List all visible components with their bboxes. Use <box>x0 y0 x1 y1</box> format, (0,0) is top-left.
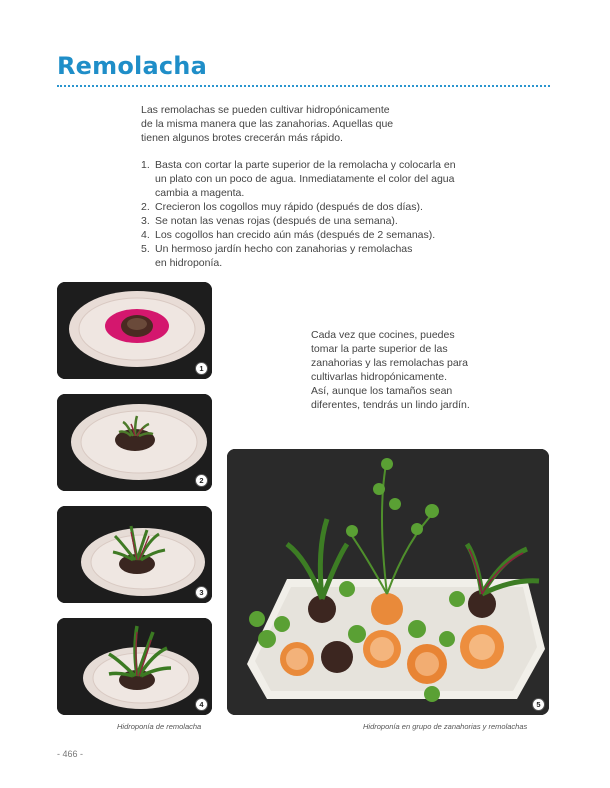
intro-line: Las remolachas se pueden cultivar hidropónicamente <box>141 104 390 116</box>
beet-plate-image <box>57 618 212 715</box>
page-title: Remolacha <box>57 52 207 80</box>
photo-number-badge: 4 <box>195 698 208 711</box>
step-line: Los cogollos han crecido aún más (después de 2 semanas). <box>155 229 436 241</box>
side-line: Así, aunque los tamaños sean <box>311 385 453 397</box>
beet-photo-1 <box>57 282 212 379</box>
page-number: - 466 - <box>57 749 84 759</box>
step-number: 4. <box>141 229 150 241</box>
beet-photo-3 <box>57 506 212 603</box>
side-line: diferentes, tendrás un lindo jardín. <box>311 399 470 411</box>
step-line: en hidroponía. <box>155 257 223 269</box>
side-line: cultivarlas hidropónicamente. <box>311 371 447 383</box>
step-number: 5. <box>141 243 150 255</box>
step-item <box>141 242 471 270</box>
step-line: un plato con un poco de agua. Inmediatamente el color del agua <box>155 173 455 185</box>
caption-left: Hidroponía de remolacha <box>117 722 202 731</box>
step-number: 2. <box>141 201 150 213</box>
beet-plate-image <box>57 394 212 491</box>
photo-number-badge: 5 <box>532 698 545 711</box>
step-line: Un hermoso jardín hecho con zanahorias y remolachas <box>155 243 413 255</box>
photo-number-badge: 3 <box>195 586 208 599</box>
step-number: 3. <box>141 215 150 227</box>
step-item <box>141 228 471 242</box>
intro-line: tienen algunos brotes crecerán más rápido. <box>141 132 343 144</box>
side-paragraph <box>311 328 491 412</box>
step-line: Basta con cortar la parte superior de la remolacha y colocarla en <box>155 159 456 171</box>
step-item <box>141 200 471 214</box>
step-item <box>141 214 471 228</box>
step-line: Crecieron los cogollos muy rápido (después de dos días). <box>155 201 423 213</box>
hydroponic-garden-image <box>227 449 549 715</box>
photo-number-badge: 2 <box>195 474 208 487</box>
side-line: zanahorias y las remolachas para <box>311 357 468 369</box>
step-item <box>141 158 471 200</box>
steps-list <box>141 158 471 270</box>
beet-plate-image <box>57 506 212 603</box>
step-line: cambia a magenta. <box>155 187 245 199</box>
intro-paragraph <box>141 103 411 145</box>
garden-photo-5 <box>227 449 549 715</box>
side-line: tomar la parte superior de las <box>311 343 448 355</box>
beet-photo-2 <box>57 394 212 491</box>
step-line: Se notan las venas rojas (después de una semana). <box>155 215 398 227</box>
side-line: Cada vez que cocines, puedes <box>311 329 455 341</box>
photo-number-badge: 1 <box>195 362 208 375</box>
step-number: 1. <box>141 159 150 171</box>
beet-photo-4 <box>57 618 212 715</box>
intro-line: de la misma manera que las zanahorias. Aquellas que <box>141 118 394 130</box>
title-divider <box>57 85 550 87</box>
beet-plate-image <box>57 282 212 379</box>
caption-right: Hidroponía en grupo de zanahorias y remolachas <box>363 722 528 731</box>
